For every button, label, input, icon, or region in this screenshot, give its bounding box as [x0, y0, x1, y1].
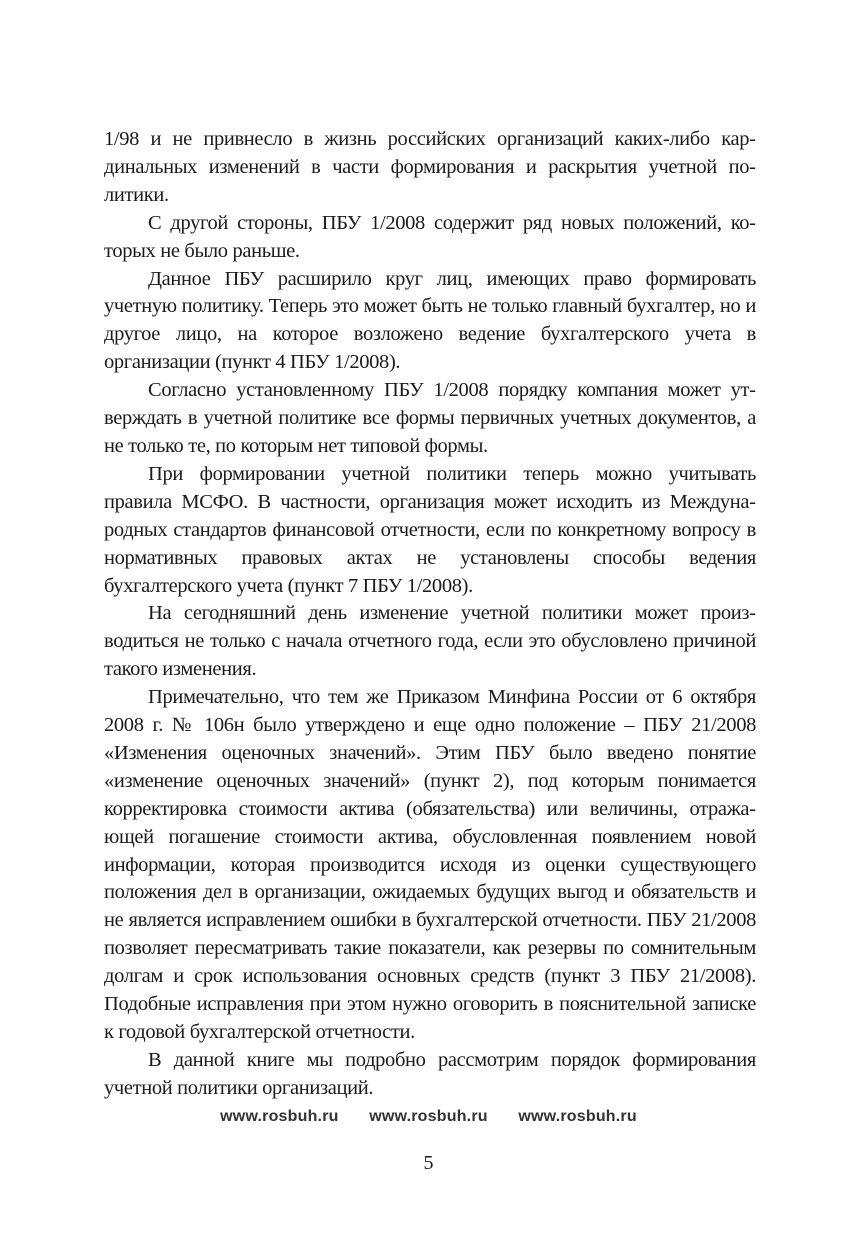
paragraph-ifrs-rules: При формировании учетной политики теперь можно учитывать правила МСФО. В частности, организация может исходить из Международных стандартов финансовой отчетности, если по конкретному вопросу в нормативных правовых актах не установлены способы ведения бухгалтерского учета (пункт 7 ПБУ 1/2008). — [104, 462, 756, 597]
paragraph-continuation: 1/98 и не привнесло в жизнь российских организаций каких-либо кардинальных изменений в части формирования и раскрытия учетной политики. — [104, 128, 756, 206]
footer-link[interactable]: www.rosbuh.ru — [518, 1108, 637, 1125]
paragraph-new-provisions: С другой стороны, ПБУ 1/2008 содержит ряд новых положений, которых не было раньше. — [104, 211, 756, 262]
paragraph-circle-of-persons: Данное ПБУ расширило круг лиц, имеющих право формировать учетную политику. Теперь это может быть не только главный бухгалтер, но и другое лицо, на которое возложено ведение бухгалтерского учета в организации (пункт 4 ПБУ 1/2008). — [104, 267, 756, 374]
footer-link[interactable]: www.rosbuh.ru — [220, 1108, 339, 1125]
paragraph-book-scope: В данной книге мы подробно рассмотрим порядок формирования учетной политики организаций. — [104, 1048, 756, 1099]
paragraph-policy-change: На сегодняшний день изменение учетной политики может производиться не только с начала отчетного года, если это обусловлено причиной такого изменения. — [104, 602, 756, 681]
paragraph-primary-documents: Согласно установленному ПБУ 1/2008 порядку компания может утверждать в учетной политике все формы первичных учетных документов, а не только те, по которым нет типовой формы. — [104, 379, 756, 457]
paragraph-pbu-21-2008: Примечательно, что тем же Приказом Минфина России от 6 октября 2008 г. № 106н было утверждено и еще одно положение – ПБУ 21/2008 «Изменения оценочных значений». Этим ПБУ было введено понятие «изменение оценочных значений» (пункт 2), под которым понимается корректировка стоимости актива (обязательства) или величины, отражающей погашение стоимости актива, обусловленная появлением новой информации, которая производится исходя из оценки существующего положения дел в организации, ожидаемых будущих выгод и обязательств и не является исправлением ошибки в бухгалтерской отчетности. ПБУ 21/2008 позволяет пересматривать такие показатели, как резервы по сомнительным долгам и срок использования основных средств (пункт 3 ПБУ 21/2008). Подобные исправления при этом нужно оговорить в пояснительной записке к годовой бухгалтерской отчетности. — [104, 686, 756, 1043]
footer-links — [0, 1108, 857, 1126]
page-body — [104, 126, 756, 1103]
page-number: 5 — [423, 1152, 434, 1174]
footer-link[interactable]: www.rosbuh.ru — [369, 1108, 488, 1125]
